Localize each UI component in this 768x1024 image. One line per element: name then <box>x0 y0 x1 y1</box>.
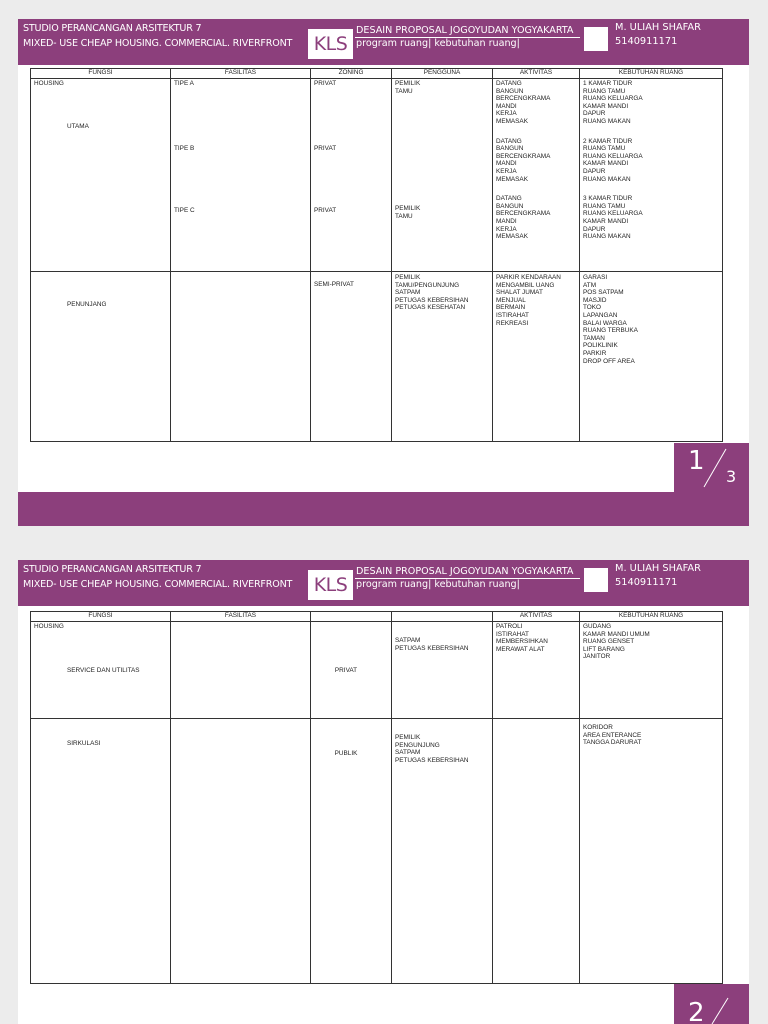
sirkulasi-kebutuhan: KORIDOR AREA ENTERANCE TANGGA DARURAT <box>583 724 642 747</box>
cell-aktivitas-tipe <box>493 79 580 272</box>
cell-kebutuhan-service <box>580 622 723 719</box>
table-row-penunjang <box>31 272 723 442</box>
project-title: MIXED- USE CHEAP HOUSING. COMMERCIAL. RIVERFRONT <box>23 38 293 49</box>
header-bar <box>18 19 749 65</box>
fraction-slash <box>674 443 749 492</box>
col-kebutuhan: KEBUTUHAN RUANG <box>580 69 723 79</box>
col-fasilitas: FASILITAS <box>171 69 311 79</box>
studio-title: STUDIO PERANCANGAN ARSITEKTUR 7 <box>23 564 202 575</box>
cell-kebutuhan-tipe <box>580 79 723 272</box>
header-left <box>23 21 292 51</box>
studio-title: STUDIO PERANCANGAN ARSITEKTUR 7 <box>23 23 202 34</box>
cell-fasilitas-service <box>171 622 311 719</box>
penunjang-zoning: SEMI-PRIVAT <box>314 281 354 288</box>
cell-aktivitas-service <box>493 622 580 719</box>
kls-logo: KLS <box>308 570 353 600</box>
tipe-b-aktivitas: DATANG BANGUN BERCENGKRAMA MANDI KERJA MEMASAK <box>496 137 551 183</box>
table-row-service <box>31 622 723 719</box>
service-label: SERVICE DAN UTILITAS <box>67 666 140 674</box>
housing-label: HOUSING <box>34 80 64 87</box>
proposal-title: DESAIN PROPOSAL JOGOYUDAN YOGYAKARTA <box>355 25 580 38</box>
tipe-b-kebutuhan: 2 KAMAR TIDUR RUANG TAMU RUANG KELUARGA KAMAR MANDI DAPUR RUANG MAKAN <box>583 137 643 183</box>
sirkulasi-label: SIRKULASI <box>67 740 101 747</box>
fraction-slash <box>674 984 749 1024</box>
student-id: 5140911171 <box>615 577 678 588</box>
header-bar <box>18 560 749 606</box>
author-block <box>615 562 701 590</box>
program-table-1 <box>30 68 723 442</box>
cell-zoning-service <box>311 622 392 719</box>
col-kebutuhan: KEBUTUHAN RUANG <box>580 612 723 622</box>
cell-zoning-tipe <box>311 79 392 272</box>
service-kebutuhan: GUDANG KAMAR MANDI UMUM RUANG GENSET LIFT BARANG JANITOR <box>583 623 650 661</box>
cell-fasilitas-sirkulasi <box>171 719 311 984</box>
table-header-row <box>31 612 723 622</box>
col-pengguna: PENGGUNA <box>392 69 493 79</box>
cell-pengguna-penunjang <box>392 272 493 442</box>
cell-fungsi-penunjang <box>31 272 171 442</box>
housing-label: HOUSING <box>34 623 64 630</box>
page-number-badge <box>674 984 749 1024</box>
tipe-c-zoning: PRIVAT <box>314 207 337 215</box>
program-table-2 <box>30 611 723 984</box>
cell-fasilitas-tipe <box>171 79 311 272</box>
tipe-c-label: TIPE C <box>174 207 195 215</box>
tipe-c-pengguna: PEMILIK TAMU <box>395 205 421 220</box>
proposal-block <box>355 566 580 591</box>
header-white-block <box>584 27 608 51</box>
sheet-page-1 <box>18 19 749 526</box>
page-number: 1 <box>688 446 705 476</box>
page-number: 2 <box>688 998 705 1024</box>
tipe-c-aktivitas: DATANG BANGUN BERCENGKRAMA MANDI KERJA MEMASAK <box>496 195 551 241</box>
cell-kebutuhan-sirkulasi <box>580 719 723 984</box>
service-zoning: PRIVAT <box>334 667 358 674</box>
cell-aktivitas-penunjang <box>493 272 580 442</box>
penunjang-kebutuhan: GARASI ATM POS SATPAM MASJID TOKO LAPANGAN BALAI WARGA RUANG TERBUKA TAMAN POLIKLINIK PARKIR DROP OFF AREA <box>583 274 638 365</box>
project-title: MIXED- USE CHEAP HOUSING. COMMERCIAL. RIVERFRONT <box>23 579 293 590</box>
tipe-a-kebutuhan: 1 KAMAR TIDUR RUANG TAMU RUANG KELUARGA KAMAR MANDI DAPUR RUANG MAKAN <box>583 80 643 125</box>
cell-pengguna-service <box>392 622 493 719</box>
cell-pengguna-tipe <box>392 79 493 272</box>
cell-kebutuhan-penunjang <box>580 272 723 442</box>
cell-fungsi-service <box>31 622 171 719</box>
proposal-title: DESAIN PROPOSAL JOGOYUDAN YOGYAKARTA <box>355 566 580 579</box>
author-block <box>615 21 701 49</box>
service-aktivitas: PATROLI ISTIRAHAT MEMBERSIHKAN MERAWAT ALAT <box>496 623 548 653</box>
table-row-sirkulasi <box>31 719 723 984</box>
penunjang-label: PENUNJANG <box>67 301 107 308</box>
student-id: 5140911171 <box>615 36 678 47</box>
col-zoning: ZONING <box>311 69 392 79</box>
cell-fungsi-sirkulasi <box>31 719 171 984</box>
col-fungsi: FUNGSI <box>31 612 171 622</box>
cell-pengguna-sirkulasi <box>392 719 493 984</box>
col-fungsi: FUNGSI <box>31 69 171 79</box>
proposal-block <box>355 25 580 50</box>
author-name: M. ULIAH SHAFAR <box>615 563 701 574</box>
tipe-a-zoning: PRIVAT <box>314 80 337 87</box>
tipe-a-label: TIPE A <box>174 80 194 87</box>
tipe-b-label: TIPE B <box>174 144 195 152</box>
col-aktivitas: AKTIVITAS <box>493 612 580 622</box>
col-pengguna-empty <box>392 612 493 622</box>
col-aktivitas: AKTIVITAS <box>493 69 580 79</box>
tipe-b-zoning: PRIVAT <box>314 144 337 152</box>
sirkulasi-pengguna: PEMILIK PENGUNJUNG SATPAM PETUGAS KEBERSIHAN <box>395 734 469 764</box>
tipe-a-aktivitas: DATANG BANGUN BERCENGKRAMA MANDI KERJA MEMASAK <box>496 80 551 125</box>
proposal-subtitle: program ruang| kebutuhan ruang| <box>356 38 520 49</box>
utama-label: UTAMA <box>67 122 89 130</box>
penunjang-pengguna: PEMILIK TAMU/PENGUNJUNG SATPAM PETUGAS KEBERSIHAN PETUGAS KESEHATAN <box>395 274 469 312</box>
author-name: M. ULIAH SHAFAR <box>615 22 701 33</box>
tipe-c-kebutuhan: 3 KAMAR TIDUR RUANG TAMU RUANG KELUARGA KAMAR MANDI DAPUR RUANG MAKAN <box>583 195 643 241</box>
col-zoning-empty <box>311 612 392 622</box>
sirkulasi-zoning: PUBLIK <box>334 750 358 757</box>
page-number-badge <box>674 443 749 492</box>
proposal-subtitle: program ruang| kebutuhan ruang| <box>356 579 520 590</box>
footer-bar <box>18 492 749 526</box>
cell-fungsi-utama <box>31 79 171 272</box>
penunjang-aktivitas: PARKIR KENDARAAN MENGAMBIL UANG SHALAT JUMAT MENJUAL BERMAIN ISTIRAHAT REKREASI <box>496 274 561 327</box>
col-fasilitas: FASILITAS <box>171 612 311 622</box>
table-header-row <box>31 69 723 79</box>
header-left <box>23 562 292 592</box>
table-row-utama <box>31 79 723 272</box>
page-total: 3 <box>726 467 737 486</box>
tipe-a-pengguna: PEMILIK TAMU <box>395 80 421 95</box>
kls-logo: KLS <box>308 29 353 59</box>
service-pengguna: SATPAM PETUGAS KEBERSIHAN <box>395 637 469 652</box>
header-white-block <box>584 568 608 592</box>
cell-aktivitas-sirkulasi <box>493 719 580 984</box>
cell-fasilitas-penunjang <box>171 272 311 442</box>
sheet-page-2 <box>18 560 749 1024</box>
cell-zoning-penunjang <box>311 272 392 442</box>
cell-zoning-sirkulasi <box>311 719 392 984</box>
